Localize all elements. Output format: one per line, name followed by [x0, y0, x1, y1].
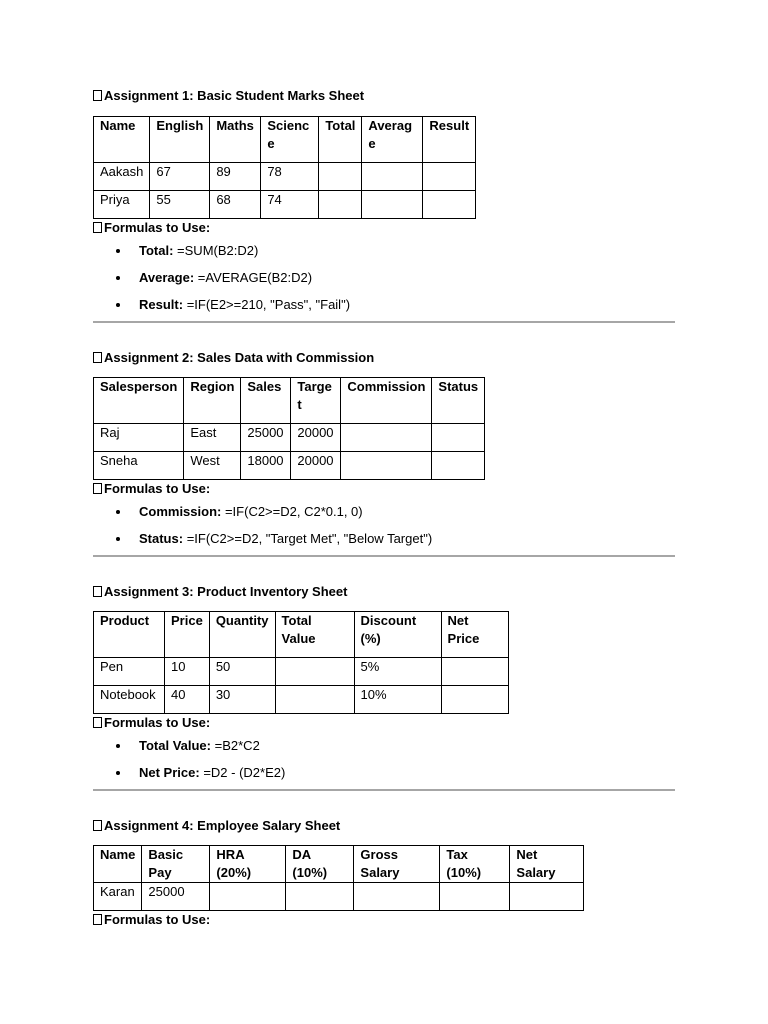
- table-header-cell: Scienc e: [261, 117, 319, 163]
- table-header-cell: Net Salary: [510, 846, 584, 883]
- table-header-cell: Commission: [341, 378, 432, 424]
- table-header-cell: Gross Salary: [354, 846, 440, 883]
- table-cell: [354, 883, 440, 911]
- table-cell: 78: [261, 163, 319, 191]
- formulas-heading: Formulas to Use:: [93, 219, 675, 237]
- formula-list: [93, 732, 675, 786]
- formulas-heading: Formulas to Use:: [93, 714, 675, 732]
- assignment-4-section: [93, 817, 675, 929]
- table-cell: Karan: [94, 883, 142, 911]
- table-cell: [275, 658, 354, 686]
- table-header-row: [94, 612, 509, 658]
- table-cell: 89: [210, 163, 261, 191]
- table-header-cell: Quantity: [209, 612, 275, 658]
- table-cell: 50: [209, 658, 275, 686]
- table-row: [94, 424, 485, 452]
- table-header-cell: Sales: [241, 378, 291, 424]
- table-cell: [319, 191, 362, 219]
- marks-table: [93, 116, 476, 219]
- table-cell: Aakash: [94, 163, 150, 191]
- table-header-cell: DA (10%): [286, 846, 354, 883]
- table-cell: 20000: [291, 424, 341, 452]
- table-header-cell: Maths: [210, 117, 261, 163]
- table-cell: 67: [150, 163, 210, 191]
- assignment-2-section: [93, 349, 675, 552]
- table-cell: 30: [209, 686, 275, 714]
- table-row: [94, 883, 584, 911]
- formula-item: Total: =SUM(B2:D2): [93, 237, 675, 264]
- table-header-row: [94, 846, 584, 883]
- inventory-table: [93, 611, 509, 714]
- table-cell: 68: [210, 191, 261, 219]
- table-header-cell: Total: [319, 117, 362, 163]
- table-header-row: [94, 378, 485, 424]
- table-cell: 18000: [241, 452, 291, 480]
- table-header-cell: Net Price: [441, 612, 508, 658]
- table-cell: [432, 424, 485, 452]
- table-row: [94, 686, 509, 714]
- formula-item: Average: =AVERAGE(B2:D2): [93, 264, 675, 291]
- table-cell: [319, 163, 362, 191]
- table-header-cell: Basic Pay: [142, 846, 210, 883]
- table-header-cell: Price: [165, 612, 210, 658]
- formulas-heading: Formulas to Use:: [93, 480, 675, 498]
- table-cell: [441, 658, 508, 686]
- table-header-cell: English: [150, 117, 210, 163]
- formula-list: [93, 498, 675, 552]
- table-cell: 40: [165, 686, 210, 714]
- assignment-heading: Assignment 3: Product Inventory Sheet: [93, 583, 675, 601]
- table-header-cell: Status: [432, 378, 485, 424]
- table-cell: [423, 163, 476, 191]
- table-cell: 25000: [142, 883, 210, 911]
- table-cell: [286, 883, 354, 911]
- table-cell: East: [184, 424, 241, 452]
- table-cell: 55: [150, 191, 210, 219]
- formulas-heading: Formulas to Use:: [93, 911, 675, 929]
- assignment-heading: Assignment 2: Sales Data with Commission: [93, 349, 675, 367]
- table-row: [94, 163, 476, 191]
- table-cell: [275, 686, 354, 714]
- checkbox-glyph-icon: [93, 914, 102, 925]
- table-header-cell: Salesperson: [94, 378, 184, 424]
- checkbox-glyph-icon: [93, 352, 102, 363]
- table-header-cell: Region: [184, 378, 241, 424]
- table-cell: 10: [165, 658, 210, 686]
- table-cell: [423, 191, 476, 219]
- salary-table: [93, 845, 584, 911]
- table-cell: [432, 452, 485, 480]
- document-page: [93, 87, 675, 929]
- section-divider: [93, 321, 675, 323]
- table-header-cell: Discount (%): [354, 612, 441, 658]
- checkbox-glyph-icon: [93, 90, 102, 101]
- table-cell: Priya: [94, 191, 150, 219]
- checkbox-glyph-icon: [93, 483, 102, 494]
- formula-item: Result: =IF(E2>=210, "Pass", "Fail"): [93, 291, 675, 318]
- table-cell: Raj: [94, 424, 184, 452]
- table-cell: [362, 191, 423, 219]
- table-cell: [210, 883, 286, 911]
- section-divider: [93, 789, 675, 791]
- checkbox-glyph-icon: [93, 222, 102, 233]
- checkbox-glyph-icon: [93, 820, 102, 831]
- assignment-3-section: [93, 583, 675, 786]
- checkbox-glyph-icon: [93, 586, 102, 597]
- table-row: [94, 658, 509, 686]
- table-cell: 5%: [354, 658, 441, 686]
- table-header-cell: Name: [94, 117, 150, 163]
- table-cell: [341, 424, 432, 452]
- table-header-cell: HRA (20%): [210, 846, 286, 883]
- table-cell: 20000: [291, 452, 341, 480]
- table-cell: 25000: [241, 424, 291, 452]
- assignment-1-section: [93, 87, 675, 318]
- table-header-row: [94, 117, 476, 163]
- assignment-heading: Assignment 1: Basic Student Marks Sheet: [93, 87, 675, 105]
- table-header-cell: Averag e: [362, 117, 423, 163]
- formula-item: Status: =IF(C2>=D2, "Target Met", "Below Target"): [93, 525, 675, 552]
- table-cell: [510, 883, 584, 911]
- table-header-cell: Tax (10%): [440, 846, 510, 883]
- table-cell: [441, 686, 508, 714]
- table-cell: Notebook: [94, 686, 165, 714]
- table-cell: [341, 452, 432, 480]
- table-row: [94, 452, 485, 480]
- sales-table: [93, 377, 485, 480]
- checkbox-glyph-icon: [93, 717, 102, 728]
- formula-item: Total Value: =B2*C2: [93, 732, 675, 759]
- table-header-cell: Total Value: [275, 612, 354, 658]
- table-cell: [440, 883, 510, 911]
- table-header-cell: Result: [423, 117, 476, 163]
- formula-item: Net Price: =D2 - (D2*E2): [93, 759, 675, 786]
- table-header-cell: Targe t: [291, 378, 341, 424]
- table-cell: 10%: [354, 686, 441, 714]
- assignment-heading: Assignment 4: Employee Salary Sheet: [93, 817, 675, 835]
- table-header-cell: Name: [94, 846, 142, 883]
- table-cell: Pen: [94, 658, 165, 686]
- table-cell: 74: [261, 191, 319, 219]
- table-cell: West: [184, 452, 241, 480]
- formula-item: Commission: =IF(C2>=D2, C2*0.1, 0): [93, 498, 675, 525]
- formula-list: [93, 237, 675, 318]
- table-cell: Sneha: [94, 452, 184, 480]
- section-divider: [93, 555, 675, 557]
- table-cell: [362, 163, 423, 191]
- table-row: [94, 191, 476, 219]
- table-header-cell: Product: [94, 612, 165, 658]
